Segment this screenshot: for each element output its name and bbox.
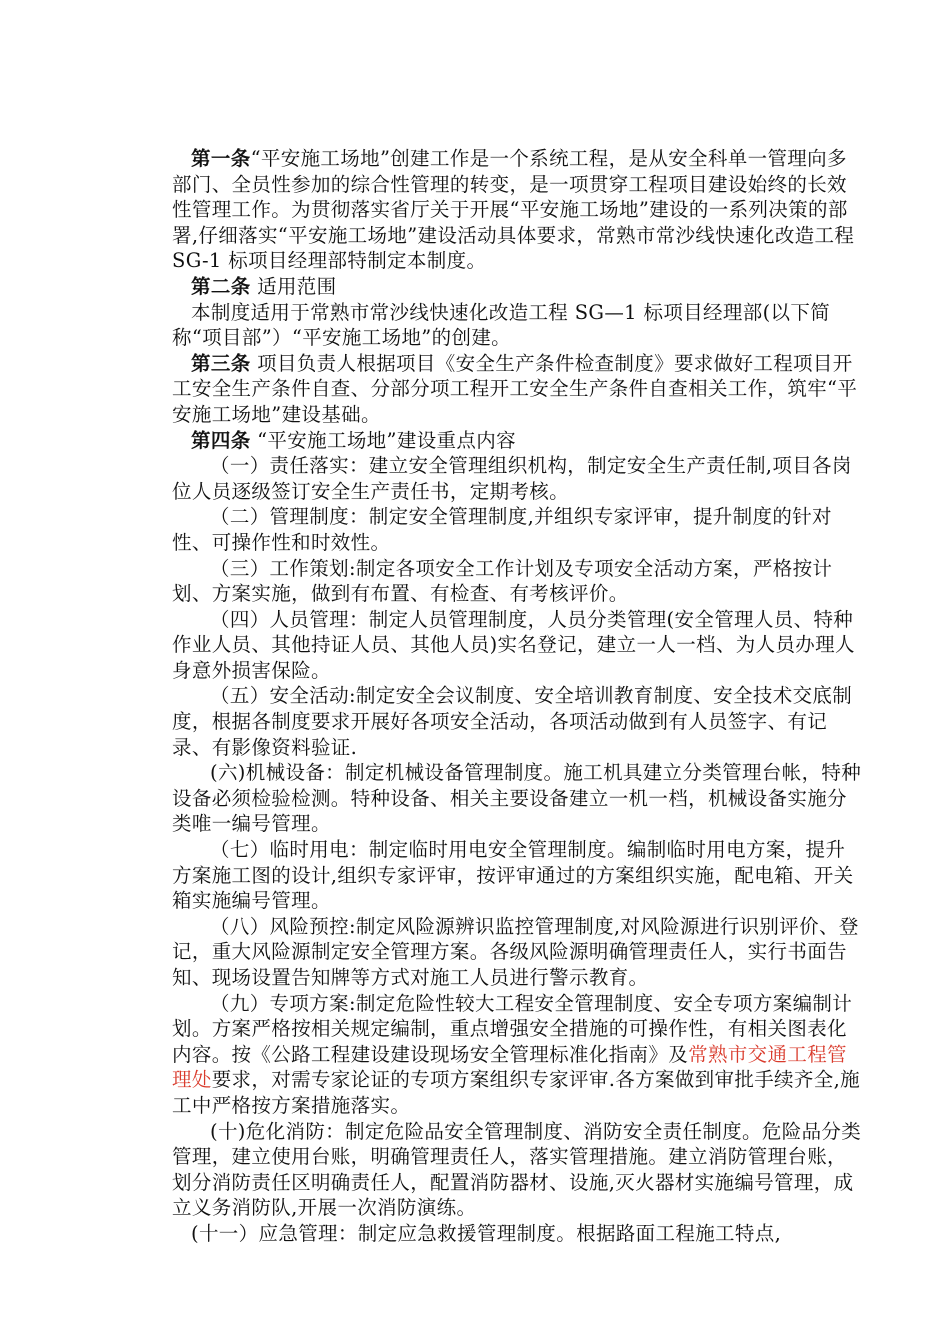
article-1 — [172, 146, 862, 274]
item-9-highlight-org: 常熟市交通工程管理处 — [172, 1042, 847, 1092]
article-4-title: “平安施工场地”建设重点内容 — [250, 428, 516, 452]
article-3 — [172, 351, 862, 428]
item-11-emergency: (十一）应急管理：制定应急救援管理制度。根据路面工程施工特点, — [191, 1221, 782, 1245]
article-2-heading-line — [172, 274, 862, 300]
item-4-personnel: （四）人员管理：制定人员管理制度，人员分类管理(安全管理人员、特种作业人员、其他持证人员、其他人员)实名登记，建立一人一档、为人员办理人身意外损害保险。 — [172, 607, 855, 682]
item-7-temporary-power: （七）临时用电：制定临时用电安全管理制度。编制临时用电方案，提升方案施工图的设计,组织专家评审，按评审通过的方案组织实施，配电箱、开关箱实施编号管理。 — [172, 838, 854, 913]
article-3-text: 项目负责人根据项目《安全生产条件检查制度》要求做好工程项目开工安全生产条件自查、分部分项工程开工安全生产条件自查相关工作，筑牢“平安施工场地”建设基础。 — [172, 351, 858, 426]
item-9-text-before: （九）专项方案:制定危险性较大工程安全管理制度、安全专项方案编制计划。方案严格按相关规定编制，重点增强安全措施的可操作性，有相关图表化内容。按《公路工程建设建设现场安全管理标准化指南》及 — [172, 991, 853, 1066]
item-9-special-plans — [172, 991, 862, 1119]
item-8-risk-control: （八）风险预控:制定风险源辨识监控管理制度,对风险源进行识别评价、登记，重大风险源制定安全管理方案。各级风险源明确管理责任人，实行书面告知、现场设置告知牌等方式对施工人员进行警示教育。 — [172, 914, 859, 989]
item-1-responsibility: （一）责任落实：建立安全管理组织机构，制定安全生产责任制,项目各岗位人员逐级签订安全生产责任书，定期考核。 — [172, 454, 852, 503]
article-2-heading: 第二条 — [191, 274, 251, 298]
item-9-text-after: 要求，对需专家论证的专项方案组织专家评审.各方案做到审批手续齐全,施工中严格按方案措施落实。 — [172, 1068, 861, 1117]
item-2-management-system: （二）管理制度：制定安全管理制度,并组织专家评审，提升制度的针对性、可操作性和时效性。 — [172, 505, 832, 554]
item-10-hazmat-fire: (十)危化消防：制定危险品安全管理制度、消防安全责任制度。危险品分类管理，建立使用台账，明确管理责任人，落实管理措施。建立消防管理台账，划分消防责任区明确责任人，配置消防器材、设施,灭火器材实施编号管理，成立义务消防队,开展一次消防演练。 — [172, 1119, 862, 1220]
article-4-heading: 第四条 — [191, 428, 251, 452]
regulation-body — [172, 146, 862, 1247]
article-2-title: 适用范围 — [250, 274, 337, 298]
article-1-text: “平安施工场地”创建工作是一个系统工程，是从安全科单一管理向多部门、全员性参加的综合性管理的转变，是一项贯穿工程项目建设始终的长效性管理工作。为贯彻落实省厅关于开展“平安施工场地”建设的一系列决策的部署,仔细落实“平安施工场地”建设活动具体要求，常熟市常沙线快速化改造工程 SG-1 标项目经理部特制定本制度。 — [172, 147, 855, 273]
article-3-heading: 第三条 — [191, 351, 251, 375]
item-6-machinery: (六)机械设备：制定机械设备管理制度。施工机具建立分类管理台帐，特种设备必须检验检测。特种设备、相关主要设备建立一机一档，机械设备实施分类唯一编号管理。 — [172, 761, 862, 836]
article-2-text: 本制度适用于常熟市常沙线快速化改造工程 SG—1 标项目经理部(以下简称“项目部”）“平安施工场地”的创建。 — [172, 300, 831, 350]
item-3-work-planning: （三）工作策划:制定各项安全工作计划及专项安全活动方案，严格按计划、方案实施，做到有布置、有检查、有考核评价。 — [172, 556, 833, 606]
item-5-safety-activities: （五）安全活动:制定安全会议制度、安全培训教育制度、安全技术交底制度，根据各制度要求开展好各项安全活动，各项活动做到有人员签字、有记录、有影像资料验证. — [172, 684, 853, 759]
article-1-heading: 第一条 — [191, 147, 251, 170]
article-4-heading-line — [172, 428, 862, 454]
